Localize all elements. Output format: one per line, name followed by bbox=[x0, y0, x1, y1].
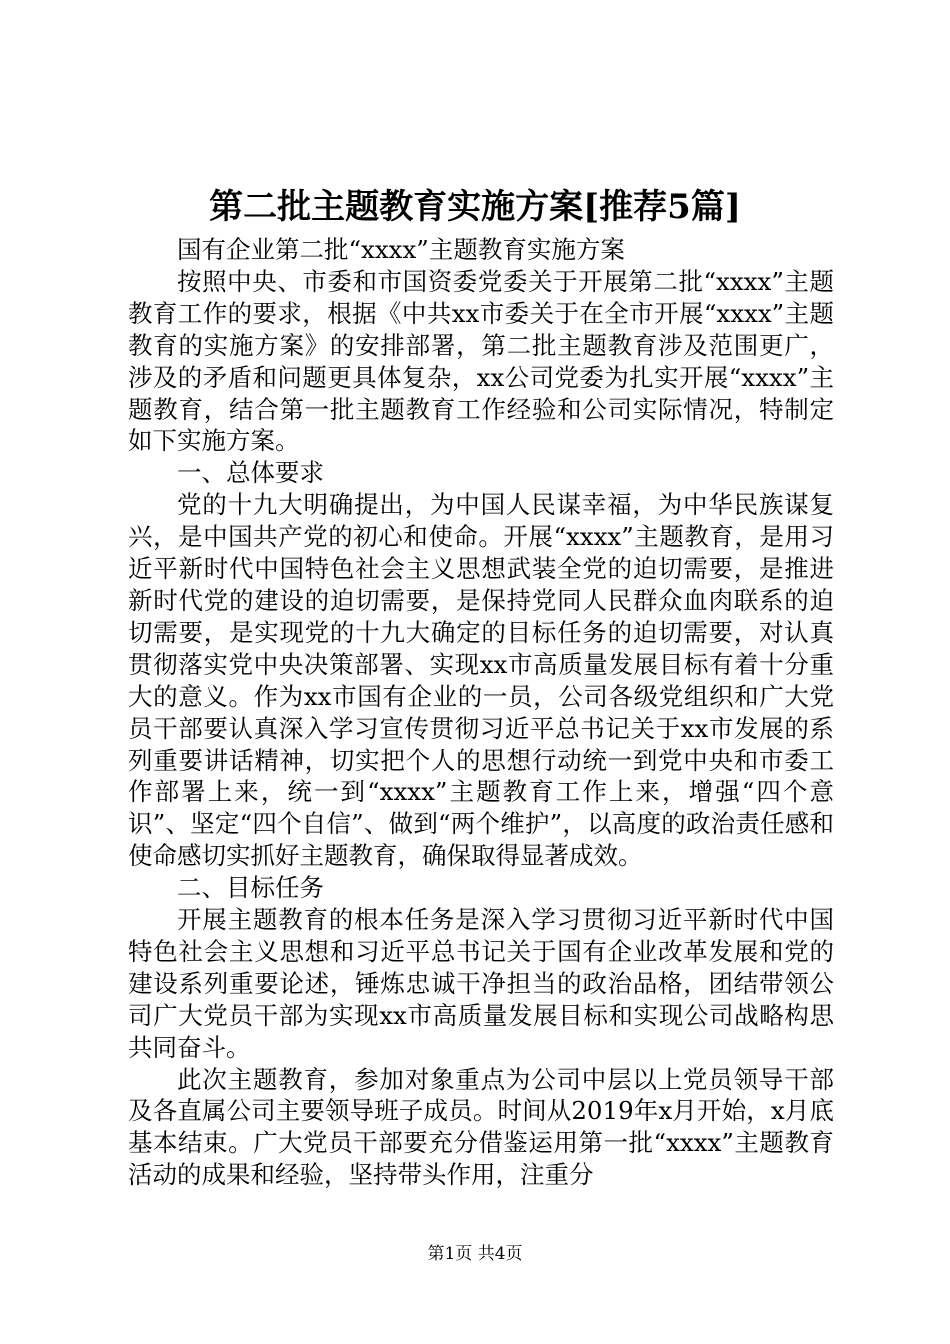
paragraph-subtitle: 国有企业第二批“xxxx”主题教育实施方案 bbox=[177, 235, 625, 264]
document-body bbox=[128, 234, 834, 1191]
page-footer: 第1页 共4页 bbox=[427, 1244, 523, 1264]
paragraph-goals-tasks: 开展主题教育的根本任务是深入学习贯彻习近平新时代中国特色社会主义思想和习近平总书记关于国有企业改革发展和党的建设系列重要论述，锤炼忠诚干净担当的政治品格，团结带领公司广大党员干部为实现xx市高质量发展目标和实现公司战略构思共同奋斗。 bbox=[128, 905, 834, 1062]
paragraph-general-requirements: 党的十九大明确提出，为中国人民谋幸福，为中华民族谋复兴，是中国共产党的初心和使命。开展“xxxx”主题教育，是用习近平新时代中国特色社会主义思想武装全党的迫切需要，是推进新时代党的建设的迫切需要，是保持党同人民群众血肉联系的迫切需要，是实现党的十九大确定的目标任务的迫切需要，对认真贯彻落实党中央决策部署、实现xx市高质量发展目标有着十分重大的意义。作为xx市国有企业的一员，公司各级党组织和广大党员干部要认真深入学习宣传贯彻习近平总书记关于xx市发展的系列重要讲话精神，切实把个人的思想行动统一到党中央和市委工作部署上来，统一到“xxxx”主题教育工作上来，增强“四个意识”、坚定“四个自信”、做到“两个维护”，以高度的政治责任感和使命感切实抓好主题教育，确保取得显著成效。 bbox=[128, 490, 834, 871]
paragraph-intro: 按照中央、市委和市国资委党委关于开展第二批“xxxx”主题教育工作的要求，根据《中共xx市委关于在全市开展“xxxx”主题教育的实施方案》的安排部署，第二批主题教育涉及范围更广，涉及的矛盾和问题更具体复杂，xx公司党委为扎实开展“xxxx”主题教育，结合第一批主题教育工作经验和公司实际情况，特制定如下实施方案。 bbox=[128, 266, 834, 456]
paragraph-participants: 此次主题教育，参加对象重点为公司中层以上党员领导干部及各直属公司主要领导班子成员。时间从2019年x月开始，x月底基本结束。广大党员干部要充分借鉴运用第一批“xxxx”主题教育活动的成果和经验，坚持带头作用，注重分 bbox=[128, 1064, 834, 1190]
document-title: 第二批主题教育实施方案[推荐5篇] bbox=[209, 187, 741, 227]
section-heading-goals-tasks: 二、目标任务 bbox=[177, 873, 324, 903]
section-heading-general-requirements: 一、总体要求 bbox=[177, 458, 324, 488]
